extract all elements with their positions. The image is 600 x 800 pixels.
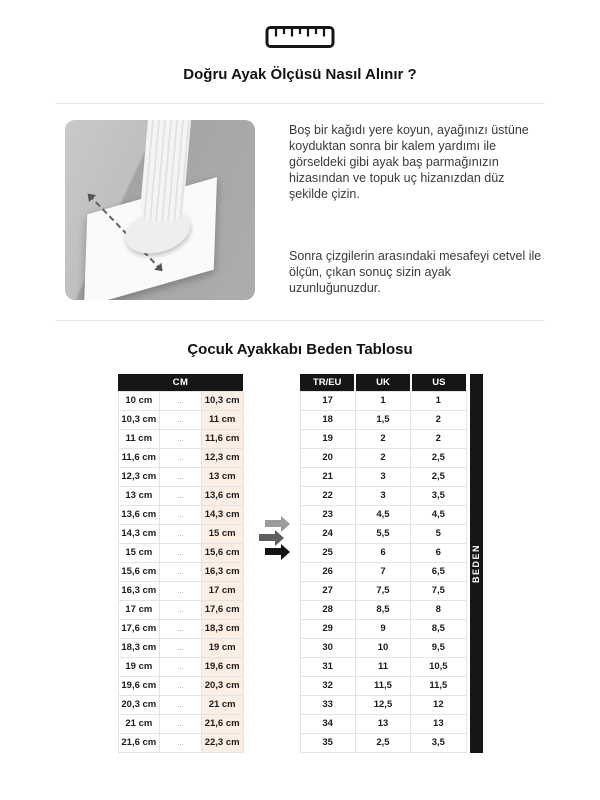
size-cell-treu: 18	[300, 410, 355, 429]
cm-cell-to: 10,3 cm	[201, 391, 243, 410]
size-cell-uk: 7,5	[355, 581, 410, 600]
cm-cell-dots: ...	[160, 733, 202, 752]
beden-label: BEDEN	[471, 543, 481, 583]
cm-cell-to: 20,3 cm	[201, 676, 243, 695]
cm-cell-dots: ...	[160, 467, 202, 486]
cm-cell-to: 15,6 cm	[201, 543, 243, 562]
size-cell-uk: 5,5	[355, 524, 410, 543]
cm-table-row	[118, 581, 243, 600]
cm-cell-dots: ...	[160, 581, 202, 600]
cm-cell-dots: ...	[160, 391, 202, 410]
size-table-header-row	[300, 374, 466, 391]
size-table-row	[300, 486, 466, 505]
size-table-row	[300, 524, 466, 543]
size-table-row	[300, 714, 466, 733]
cm-cell-dots: ...	[160, 543, 202, 562]
size-table-row	[300, 733, 466, 752]
cm-cell-from: 15 cm	[118, 543, 160, 562]
size-cell-us: 3,5	[411, 733, 466, 752]
size-cell-uk: 1	[355, 391, 410, 410]
size-cell-us: 2	[411, 429, 466, 448]
cm-cell-from: 10,3 cm	[118, 410, 160, 429]
size-cell-treu: 20	[300, 448, 355, 467]
cm-table-row	[118, 448, 243, 467]
cm-cell-from: 16,3 cm	[118, 581, 160, 600]
right-arrow-icon	[265, 520, 282, 527]
cm-cell-to: 17 cm	[201, 581, 243, 600]
size-cell-us: 3,5	[411, 486, 466, 505]
cm-cell-to: 17,6 cm	[201, 600, 243, 619]
cm-table-row	[118, 486, 243, 505]
cm-cell-dots: ...	[160, 410, 202, 429]
size-table-row	[300, 676, 466, 695]
cm-cell-dots: ...	[160, 524, 202, 543]
cm-table-row	[118, 543, 243, 562]
cm-cell-from: 21,6 cm	[118, 733, 160, 752]
cm-cell-from: 15,6 cm	[118, 562, 160, 581]
cm-cell-from: 13,6 cm	[118, 505, 160, 524]
howto-section	[0, 104, 600, 300]
size-cell-uk: 1,5	[355, 410, 410, 429]
cm-table-header-row	[118, 374, 243, 391]
size-cell-us: 1	[411, 391, 466, 410]
size-cell-us: 2	[411, 410, 466, 429]
size-table-row	[300, 657, 466, 676]
cm-cell-dots: ...	[160, 562, 202, 581]
size-table-row	[300, 638, 466, 657]
howto-text	[289, 120, 542, 300]
size-table-row	[300, 562, 466, 581]
size-table-wrap	[300, 374, 483, 753]
size-cell-treu: 31	[300, 657, 355, 676]
cm-cell-to: 19 cm	[201, 638, 243, 657]
size-cell-us: 5	[411, 524, 466, 543]
size-table-row	[300, 619, 466, 638]
cm-table-row	[118, 619, 243, 638]
size-cell-uk: 9	[355, 619, 410, 638]
size-cell-us: 2,5	[411, 448, 466, 467]
cm-cell-from: 17,6 cm	[118, 619, 160, 638]
size-cell-us: 10,5	[411, 657, 466, 676]
size-cell-uk: 11	[355, 657, 410, 676]
cm-cell-from: 21 cm	[118, 714, 160, 733]
cm-cell-dots: ...	[160, 505, 202, 524]
cm-table-row	[118, 562, 243, 581]
cm-cell-dots: ...	[160, 676, 202, 695]
size-table-row	[300, 695, 466, 714]
size-table-row	[300, 467, 466, 486]
cm-table-row	[118, 391, 243, 410]
size-cell-uk: 3	[355, 486, 410, 505]
size-cell-us: 7,5	[411, 581, 466, 600]
size-table-header-treu: TR/EU	[300, 374, 355, 391]
size-table-header-us: US	[411, 374, 466, 391]
cm-cell-to: 13,6 cm	[201, 486, 243, 505]
size-cell-treu: 28	[300, 600, 355, 619]
cm-cell-from: 13 cm	[118, 486, 160, 505]
size-cell-us: 6,5	[411, 562, 466, 581]
size-cell-us: 8	[411, 600, 466, 619]
cm-table-header: CM	[118, 374, 243, 391]
cm-table-row	[118, 524, 243, 543]
cm-cell-from: 19 cm	[118, 657, 160, 676]
cm-cell-dots: ...	[160, 429, 202, 448]
size-cell-treu: 24	[300, 524, 355, 543]
cm-cell-dots: ...	[160, 600, 202, 619]
cm-cell-to: 19,6 cm	[201, 657, 243, 676]
size-cell-treu: 33	[300, 695, 355, 714]
size-cell-uk: 10	[355, 638, 410, 657]
cm-cell-dots: ...	[160, 714, 202, 733]
size-cell-uk: 2	[355, 448, 410, 467]
cm-table-row	[118, 714, 243, 733]
cm-table-row	[118, 733, 243, 752]
cm-table-row	[118, 467, 243, 486]
cm-cell-to: 16,3 cm	[201, 562, 243, 581]
cm-cell-dots: ...	[160, 486, 202, 505]
cm-table-row	[118, 638, 243, 657]
table-section-title: Çocuk Ayakkabı Beden Tablosu	[187, 341, 413, 358]
cm-table-row	[118, 676, 243, 695]
cm-table-row	[118, 410, 243, 429]
right-arrow-icon	[259, 534, 276, 541]
size-cell-treu: 29	[300, 619, 355, 638]
cm-cell-from: 17 cm	[118, 600, 160, 619]
cm-cell-from: 18,3 cm	[118, 638, 160, 657]
cm-cell-dots: ...	[160, 695, 202, 714]
size-cell-treu: 26	[300, 562, 355, 581]
size-cell-uk: 11,5	[355, 676, 410, 695]
cm-table-row	[118, 600, 243, 619]
size-cell-treu: 34	[300, 714, 355, 733]
cm-cell-to: 15 cm	[201, 524, 243, 543]
size-table-row	[300, 391, 466, 410]
cm-cell-from: 11,6 cm	[118, 448, 160, 467]
size-cell-treu: 19	[300, 429, 355, 448]
size-cell-uk: 8,5	[355, 600, 410, 619]
size-table-row	[300, 410, 466, 429]
size-cell-uk: 7	[355, 562, 410, 581]
cm-cell-to: 21 cm	[201, 695, 243, 714]
cm-cell-from: 19,6 cm	[118, 676, 160, 695]
cm-cell-to: 18,3 cm	[201, 619, 243, 638]
foot-measure-photo	[65, 120, 255, 300]
cm-cell-dots: ...	[160, 638, 202, 657]
cm-cell-to: 12,3 cm	[201, 448, 243, 467]
size-table-row	[300, 448, 466, 467]
size-cell-us: 12	[411, 695, 466, 714]
cm-cell-to: 11 cm	[201, 410, 243, 429]
size-table-body	[300, 391, 466, 752]
size-cell-treu: 21	[300, 467, 355, 486]
cm-cell-from: 20,3 cm	[118, 695, 160, 714]
size-cell-uk: 4,5	[355, 505, 410, 524]
cm-cell-from: 11 cm	[118, 429, 160, 448]
size-table-header-uk: UK	[355, 374, 410, 391]
cm-table-row	[118, 505, 243, 524]
size-cell-uk: 6	[355, 543, 410, 562]
instruction-step-2: Sonra çizgilerin arasındaki mesafeyi cetvel ile ölçün, çıkan sonuç sizin ayak uzunluğunuzdur.	[289, 249, 542, 295]
cm-cell-to: 22,3 cm	[201, 733, 243, 752]
mapping-arrows	[244, 520, 300, 555]
size-cell-uk: 2	[355, 429, 410, 448]
page-title: Doğru Ayak Ölçüsü Nasıl Alınır ?	[183, 66, 417, 83]
cm-cell-dots: ...	[160, 657, 202, 676]
cm-cell-from: 10 cm	[118, 391, 160, 410]
beden-bar	[470, 374, 483, 753]
size-cell-us: 13	[411, 714, 466, 733]
cm-table	[118, 374, 244, 753]
cm-cell-to: 14,3 cm	[201, 505, 243, 524]
size-cell-us: 9,5	[411, 638, 466, 657]
right-arrow-icon	[265, 548, 282, 555]
size-cell-treu: 32	[300, 676, 355, 695]
size-table-row	[300, 600, 466, 619]
size-cell-treu: 23	[300, 505, 355, 524]
cm-table-row	[118, 429, 243, 448]
size-cell-uk: 12,5	[355, 695, 410, 714]
cm-cell-to: 11,6 cm	[201, 429, 243, 448]
size-cell-us: 8,5	[411, 619, 466, 638]
size-table-row	[300, 543, 466, 562]
size-cell-treu: 35	[300, 733, 355, 752]
size-table-row	[300, 429, 466, 448]
size-cell-us: 11,5	[411, 676, 466, 695]
size-cell-uk: 13	[355, 714, 410, 733]
ruler-icon	[265, 24, 335, 50]
instruction-step-1: Boş bir kağıdı yere koyun, ayağınızı üstüne koyduktan sonra bir kalem yardımı ile görseldeki gibi ayak baş parmağınızın hizasından ve topuk uç hizanızdan düz şekilde çizin.	[289, 123, 529, 201]
size-table-row	[300, 581, 466, 600]
size-table	[300, 374, 467, 753]
cm-table-body	[118, 391, 243, 752]
ruler-icon-wrap	[0, 0, 600, 50]
cm-cell-dots: ...	[160, 448, 202, 467]
size-table-row	[300, 505, 466, 524]
size-cell-us: 4,5	[411, 505, 466, 524]
size-cell-treu: 25	[300, 543, 355, 562]
size-cell-treu: 27	[300, 581, 355, 600]
size-cell-uk: 3	[355, 467, 410, 486]
cm-cell-dots: ...	[160, 619, 202, 638]
cm-cell-from: 14,3 cm	[118, 524, 160, 543]
cm-table-row	[118, 657, 243, 676]
size-cell-us: 6	[411, 543, 466, 562]
cm-cell-to: 13 cm	[201, 467, 243, 486]
size-cell-uk: 2,5	[355, 733, 410, 752]
cm-cell-from: 12,3 cm	[118, 467, 160, 486]
size-cell-treu: 22	[300, 486, 355, 505]
size-cell-treu: 30	[300, 638, 355, 657]
size-cell-treu: 17	[300, 391, 355, 410]
cm-table-row	[118, 695, 243, 714]
size-cell-us: 2,5	[411, 467, 466, 486]
divider-middle	[55, 320, 545, 321]
cm-cell-to: 21,6 cm	[201, 714, 243, 733]
size-tables	[0, 374, 600, 753]
